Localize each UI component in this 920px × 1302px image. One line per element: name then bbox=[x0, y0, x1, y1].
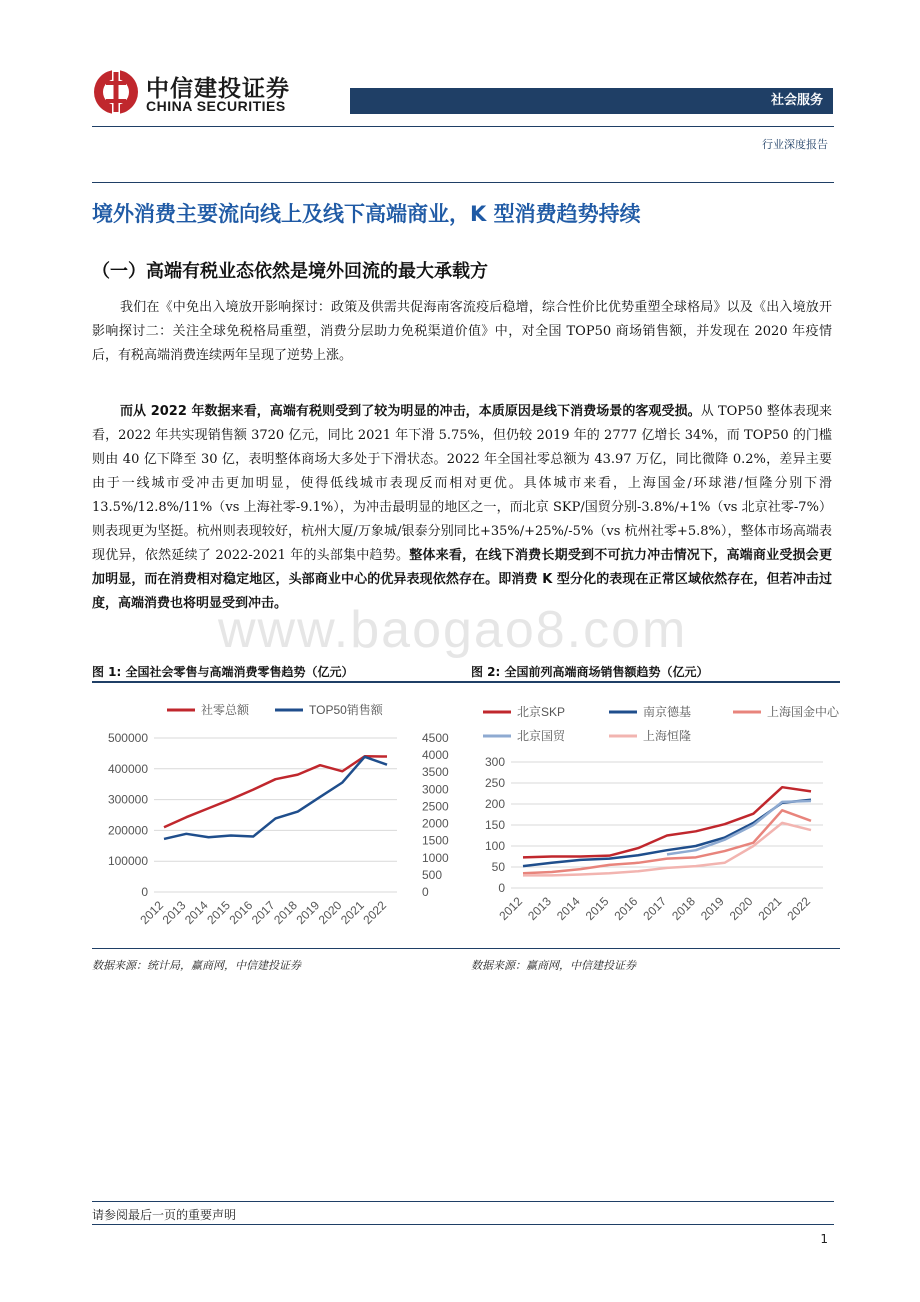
logo-text-en: CHINA SECURITIES bbox=[146, 98, 286, 114]
footer-disclaimer: 请参阅最后一页的重要声明 bbox=[92, 1208, 237, 1222]
figure-1-source: 数据来源：统计局，赢商网，中信建投证券 bbox=[92, 959, 301, 972]
figure-top-rule bbox=[92, 681, 840, 683]
y-tick-label: 150 bbox=[484, 818, 505, 832]
y-right-tick-label: 4500 bbox=[422, 731, 449, 745]
paragraph-2-bold-tail: 整体来看，在线下消费长期受到不可抗力冲击情况下，高端商业受损会更加明显，而在消费相对稳定地区，头部商业中心的优异表现依然存在。即消费 K 型分化的表现在正常区域依然存在，但若冲击过度，高端消费也将明显受到冲击。 bbox=[92, 548, 832, 611]
paragraph-1: 我们在《中免出入境放开影响探讨：政策及供需共促海南客流疫后稳增，综合性价比优势重塑全球格局》以及《出入境放开影响探讨二：关注全球免税格局重塑，消费分层助力免税渠道价值》中，对全国 TOP50 商场销售额，并发现在 2020 年疫情后，有税高端消费连续两年呈现了逆势上涨。 bbox=[92, 300, 832, 363]
x-tick-label: 2017 bbox=[248, 898, 278, 928]
y-right-tick-label: 2000 bbox=[422, 816, 449, 831]
y-right-tick-label: 1000 bbox=[422, 850, 449, 865]
watermark: www.baogao8.com bbox=[218, 601, 688, 659]
footer-rule bbox=[92, 1201, 834, 1202]
x-tick-label: 2019 bbox=[293, 898, 323, 928]
y-left-tick-label: 400000 bbox=[107, 761, 148, 776]
y-right-tick-label: 4000 bbox=[422, 748, 449, 763]
y-left-tick-label: 200000 bbox=[107, 823, 148, 838]
y-right-tick-label: 1500 bbox=[422, 833, 449, 848]
x-tick-label: 2013 bbox=[159, 898, 189, 928]
header-rule-bottom bbox=[92, 182, 834, 183]
legend-label: 社零总额 bbox=[201, 703, 250, 717]
footer-rule-2 bbox=[92, 1224, 834, 1225]
paragraph-2-body: 从 TOP50 整体表现来看，2022 年共实现销售额 3720 亿元，同比 2021 年下滑 5.75%，但仍较 2019 年的 2777 亿增长 34%，而 TOP50 的门槛则由 40 亿下降至 30 亿，表明整体商场大多处于下滑状态。2022 年全国社零总额为 43.97 万亿，同比微降 0.2%，差异主要由于一线城市受冲击更加明显，使得低线城市表现反而相对更优。具体城市来看，上海国金/环球港/恒隆分别下滑 13.5%/12.8%/11%（vs 上海社零-9.1%），为冲击最明显的地区之一，而北京 SKP/国贸分别-3.8%/+1%（vs 北京社零-7%）则表现更为坚挺。杭州则表现较好，杭州大厦/万象城/银泰分别同比+35%/+25%/-5%（vs 杭州社零+5.8%），整体市场高端表现优异，依然延续了 2022-2021 年的头部集中趋势。 bbox=[92, 404, 833, 563]
series-line-1 bbox=[523, 787, 811, 857]
y-left-tick-label: 100000 bbox=[107, 854, 148, 869]
legend-label: 北京国贸 bbox=[517, 729, 566, 743]
header-rule bbox=[92, 126, 834, 127]
section-heading: 境外消费主要流向线上及线下高端商业，K 型消费趋势持续 bbox=[92, 202, 641, 226]
y-tick-label: 50 bbox=[491, 860, 505, 874]
x-tick-label: 2013 bbox=[525, 894, 554, 924]
series-line-1 bbox=[164, 756, 387, 827]
legend-label: 上海恒隆 bbox=[643, 729, 692, 743]
x-tick-label: 2015 bbox=[582, 894, 612, 924]
y-right-tick-label: 0 bbox=[422, 885, 429, 899]
x-tick-label: 2012 bbox=[496, 894, 526, 924]
x-tick-label: 2019 bbox=[697, 894, 727, 924]
legend-label: TOP50销售额 bbox=[309, 703, 383, 717]
paragraph-2 bbox=[92, 400, 832, 616]
logo-text-cn: 中信建投证券 bbox=[146, 76, 290, 102]
y-tick-label: 250 bbox=[484, 776, 505, 790]
legend-label: 南京德基 bbox=[643, 705, 692, 719]
y-left-tick-label: 0 bbox=[141, 885, 148, 899]
figure-bottom-rule bbox=[92, 948, 840, 949]
y-tick-label: 300 bbox=[484, 755, 505, 769]
x-tick-label: 2012 bbox=[137, 898, 167, 928]
x-tick-label: 2020 bbox=[315, 898, 345, 928]
x-tick-label: 2021 bbox=[338, 898, 367, 928]
figure-2-source: 数据来源：赢商网，中信建投证券 bbox=[471, 959, 636, 972]
report-type-label: 行业深度报告 bbox=[762, 138, 828, 151]
figure-2-title: 图 2: 全国前列高端商场销售额趋势（亿元） bbox=[471, 665, 709, 679]
citic-logo-icon bbox=[92, 68, 140, 116]
x-tick-label: 2015 bbox=[204, 898, 234, 928]
company-logo bbox=[92, 66, 292, 120]
sector-banner: 社会服务 bbox=[350, 88, 833, 114]
paragraph-2-bold-lead: 而从 2022 年数据来看，高端有税则受到了较为明显的冲击，本质原因是线下消费场景的客观受损。 bbox=[120, 404, 701, 419]
legend-label: 上海国金中心 bbox=[767, 705, 840, 719]
x-tick-label: 2021 bbox=[755, 894, 785, 924]
x-tick-label: 2018 bbox=[271, 898, 300, 928]
x-tick-label: 2017 bbox=[640, 894, 670, 924]
y-right-tick-label: 500 bbox=[422, 867, 443, 882]
x-tick-label: 2014 bbox=[181, 898, 211, 928]
series-line-3 bbox=[523, 810, 811, 873]
y-right-tick-label: 3500 bbox=[422, 765, 449, 780]
y-tick-label: 0 bbox=[498, 881, 505, 895]
legend-label: 北京SKP bbox=[517, 705, 566, 719]
x-tick-label: 2022 bbox=[360, 898, 390, 928]
chart-1 bbox=[92, 690, 462, 945]
y-right-tick-label: 2500 bbox=[422, 799, 449, 814]
y-left-tick-label: 300000 bbox=[107, 792, 148, 807]
page-number: 1 bbox=[820, 1232, 828, 1246]
x-tick-label: 2016 bbox=[611, 894, 641, 924]
x-tick-label: 2014 bbox=[553, 894, 583, 924]
y-left-tick-label: 500000 bbox=[107, 731, 148, 745]
x-tick-label: 2022 bbox=[784, 894, 814, 924]
x-tick-label: 2018 bbox=[669, 894, 698, 924]
y-tick-label: 100 bbox=[484, 839, 505, 853]
figure-1-title: 图 1: 全国社会零售与高端消费零售趋势（亿元） bbox=[92, 665, 354, 679]
x-tick-label: 2020 bbox=[726, 894, 756, 924]
subsection-heading: （一）高端有税业态依然是境外回流的最大承载方 bbox=[92, 261, 488, 282]
y-tick-label: 200 bbox=[484, 797, 505, 811]
chart-2 bbox=[471, 690, 841, 945]
x-tick-label: 2016 bbox=[226, 898, 256, 928]
y-right-tick-label: 3000 bbox=[422, 782, 449, 797]
